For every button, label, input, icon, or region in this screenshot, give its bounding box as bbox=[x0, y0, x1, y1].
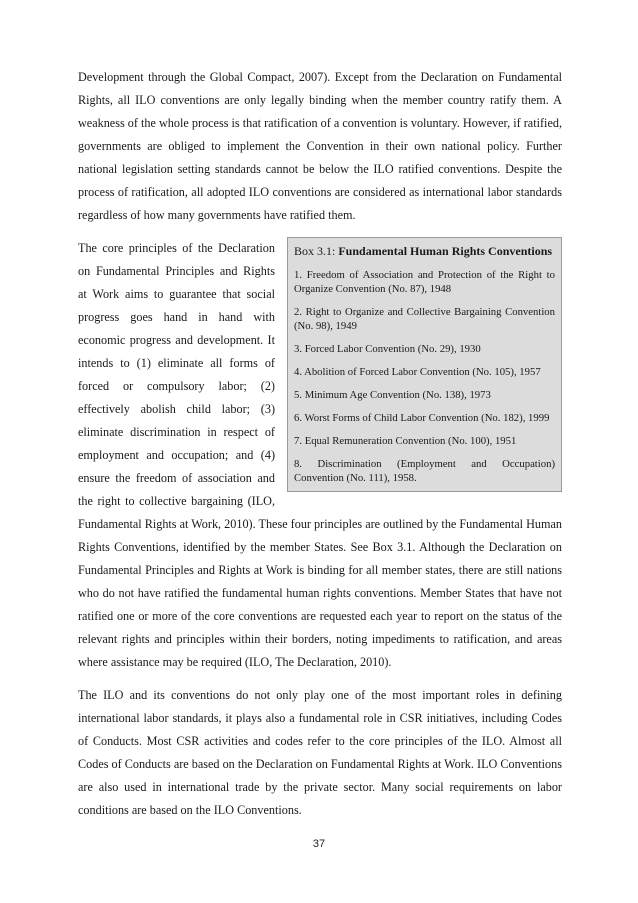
box-item-2: 2. Right to Organize and Collective Bargaining Convention (No. 98), 1949 bbox=[294, 306, 555, 332]
paragraph-2: The core principles of the Declaration on Fundamental Principles and Rights at Work aims to guarantee that social progress goes hand in hand with economic progress and development. It intends to (1) eliminate all forms of forced or compulsory labor; (2) effectively abolish child labor; (3) eliminate discrimination in respect of employment and occupation; and (4) ensure the freedom of association and the right to collective bargaining (ILO, Fundamental Rights at Work, 2010). These four principles are outlined by the Fundamental Human Rights Conventions, identified by the member States. See Box 3.1. Although the Declaration on Fundamental Principles and Rights at Work is binding for all member states, there are still nations who do not have ratified the fundamental human rights conventions. Member States that have not ratified one or more of the core conventions are requested each year to report on the status of the relevant rights and principles within their borders, noting impediments to ratification, and areas where assistance may be required (ILO, The Declaration, 2010). bbox=[78, 241, 562, 669]
box-item-4: 4. Abolition of Forced Labor Convention (No. 105), 1957 bbox=[294, 366, 541, 378]
paragraph-2-with-box bbox=[78, 237, 562, 674]
box-item-6: 6. Worst Forms of Child Labor Convention (No. 182), 1999 bbox=[294, 412, 550, 424]
box-3-1 bbox=[287, 237, 562, 492]
box-title bbox=[294, 244, 555, 258]
box-label: Box 3.1: bbox=[294, 244, 339, 258]
box-item-5: 5. Minimum Age Convention (No. 138), 1973 bbox=[294, 389, 491, 401]
box-item-3: 3. Forced Labor Convention (No. 29), 1930 bbox=[294, 343, 481, 355]
paragraph-3: The ILO and its conventions do not only play one of the most important roles in defining international labor standards, it plays also a fundamental role in CSR initiatives, including Codes of Conducts. Most CSR activities and codes refer to the core principles of the ILO. Almost all Codes of Conducts are based on the Declaration on Fundamental Rights at Work. ILO Conventions are also used in international trade by the private sector. Many social requirements on labor conditions are based on the ILO Conventions. bbox=[78, 688, 562, 817]
box-item-7: 7. Equal Remuneration Convention (No. 100), 1951 bbox=[294, 435, 517, 447]
page-number: 37 bbox=[312, 838, 326, 850]
page-content bbox=[78, 66, 562, 832]
box-item-8: 8. Discrimination (Employment and Occupation) Convention (No. 111), 1958. bbox=[294, 458, 555, 484]
box-item-1: 1. Freedom of Association and Protection of the Right to Organize Convention (No. 87), 1948 bbox=[294, 269, 555, 295]
paragraph-1: Development through the Global Compact, 2007). Except from the Declaration on Fundamental Rights, all ILO conventions are only legally binding when the member country ratify them. A weakness of the whole process is that ratification of a convention is voluntary. However, if ratified, governments are obliged to implement the Convention in their own national policy. Further national legislation setting standards cannot be below the ILO ratified conventions. Despite the process of ratification, all adopted ILO conventions are considered as international labor standards regardless of how many governments have ratified them. bbox=[78, 70, 562, 222]
box-title-text: Fundamental Human Rights Conventions bbox=[338, 244, 553, 258]
